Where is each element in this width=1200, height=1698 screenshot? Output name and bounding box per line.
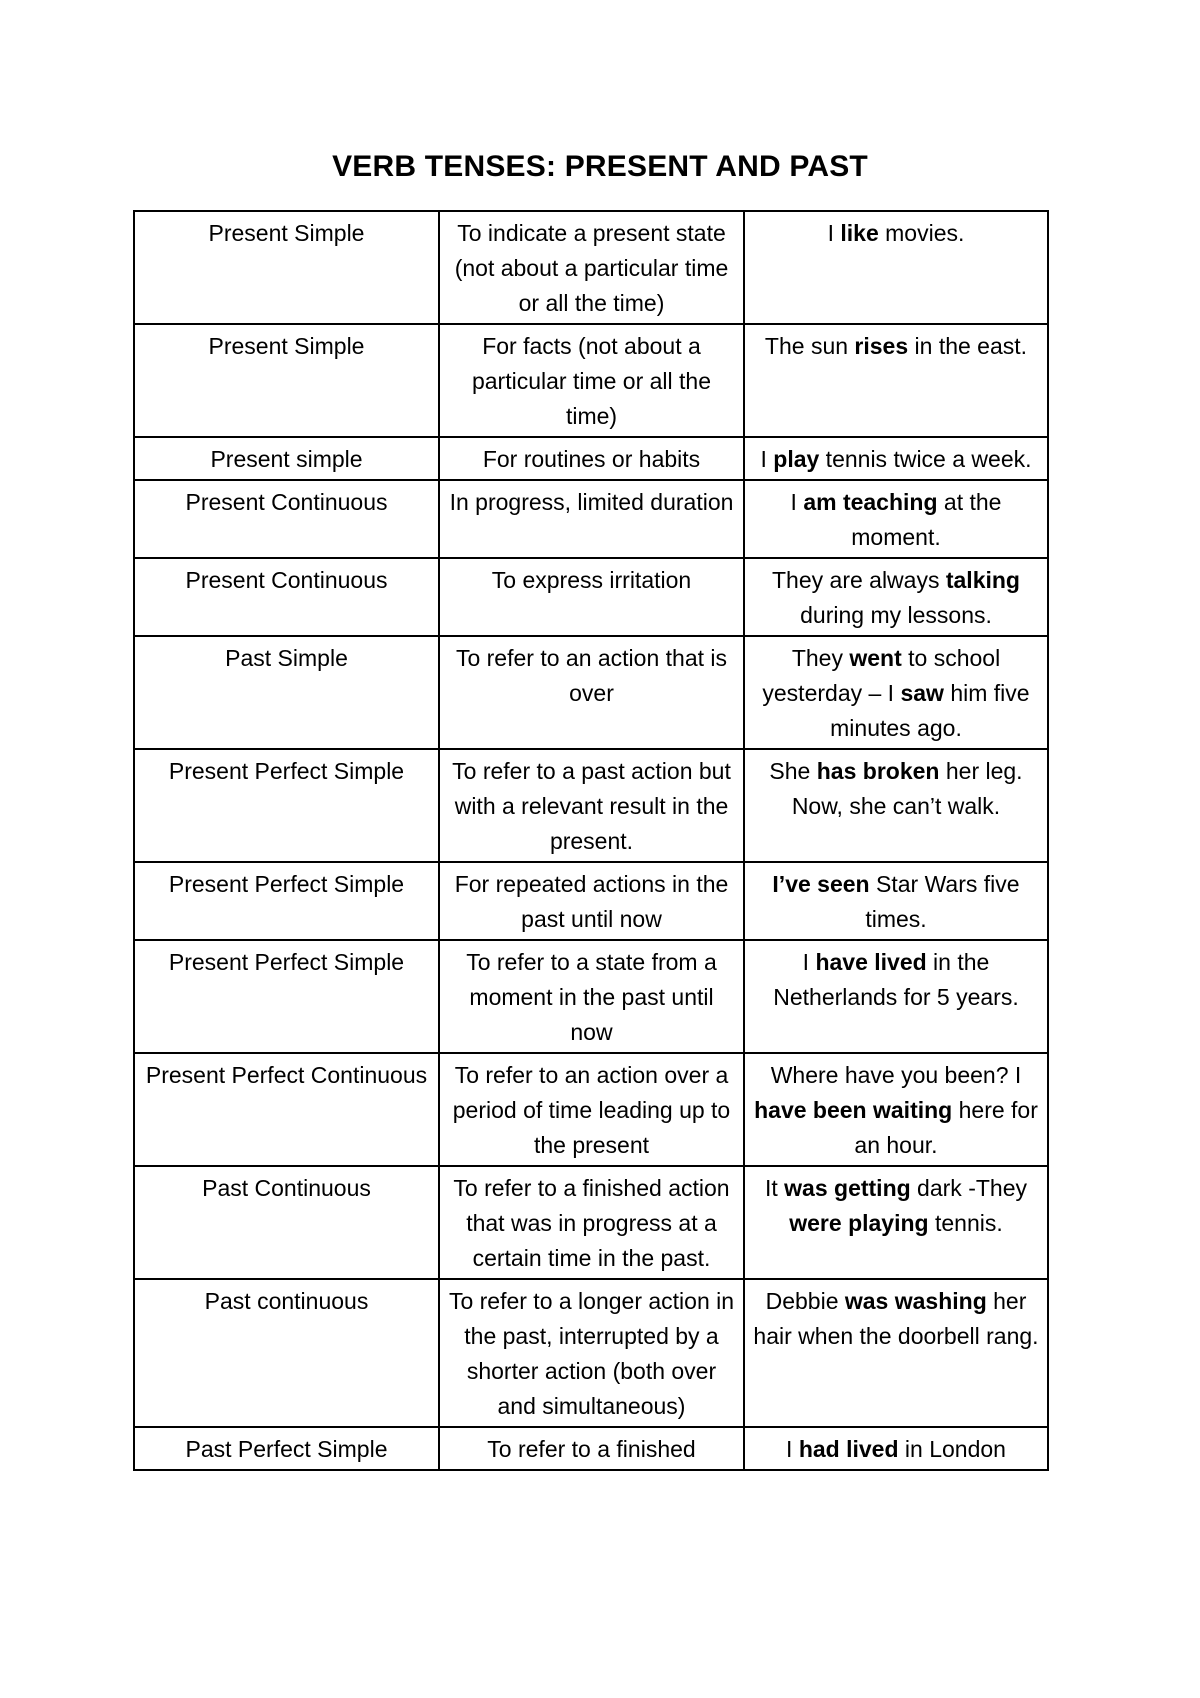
example-verb-bold: went: [849, 645, 902, 671]
example-cell: [744, 940, 1048, 1053]
example-text: her leg. Now, she can’t walk.: [791, 758, 1023, 819]
usage-cell: In progress, limited duration: [439, 480, 744, 558]
example-text: at the moment.: [851, 489, 1002, 550]
example-cell: [744, 324, 1048, 437]
example-verb-bold: were playing: [789, 1210, 929, 1236]
table-row: [134, 558, 1048, 636]
usage-cell: To refer to a finished action that was in progress at a certain time in the past.: [439, 1166, 744, 1279]
table-row: [134, 636, 1048, 749]
tense-cell: Present Simple: [134, 324, 439, 437]
table-row: [134, 1279, 1048, 1427]
example-verb-bold: play: [773, 446, 820, 472]
example-cell: [744, 1053, 1048, 1166]
example-text: They: [791, 645, 850, 671]
example-cell: [744, 1166, 1048, 1279]
usage-cell: To express irritation: [439, 558, 744, 636]
usage-cell: For facts (not about a particular time or all the time): [439, 324, 744, 437]
example-text: him five minutes ago.: [830, 680, 1030, 741]
example-text: I: [786, 1436, 799, 1462]
usage-cell: For routines or habits: [439, 437, 744, 480]
table-row: [134, 749, 1048, 862]
tense-cell: Present Perfect Simple: [134, 862, 439, 940]
tense-cell: Present Perfect Simple: [134, 749, 439, 862]
example-text: I: [790, 489, 804, 515]
table-row: [134, 1053, 1048, 1166]
tense-cell: Present Perfect Continuous: [134, 1053, 439, 1166]
verb-tenses-table: [133, 210, 1049, 1471]
example-text: her hair when the doorbell rang.: [753, 1288, 1039, 1349]
example-text: She: [769, 758, 817, 784]
example-verb-bold: had lived: [798, 1436, 899, 1462]
example-cell: [744, 211, 1048, 324]
example-text: in the Netherlands for 5 years.: [773, 949, 1019, 1010]
example-text: dark -They: [910, 1175, 1027, 1201]
example-text: It: [764, 1175, 785, 1201]
example-text: in London: [898, 1436, 1006, 1462]
usage-cell: To refer to a longer action in the past, interrupted by a shorter action (both over and simultaneous): [439, 1279, 744, 1427]
table-row: [134, 480, 1048, 558]
example-cell: [744, 1427, 1048, 1470]
tense-cell: Past Simple: [134, 636, 439, 749]
usage-cell: To refer to an action that is over: [439, 636, 744, 749]
example-cell: [744, 558, 1048, 636]
tense-cell: Past Perfect Simple: [134, 1427, 439, 1470]
example-verb-bold: rises: [854, 333, 909, 359]
usage-cell: To indicate a present state (not about a particular time or all the time): [439, 211, 744, 324]
tense-cell: Past continuous: [134, 1279, 439, 1427]
example-text: Where have you been? I: [770, 1062, 1022, 1088]
example-cell: [744, 749, 1048, 862]
example-cell: [744, 862, 1048, 940]
example-text: in the east.: [908, 333, 1028, 359]
tense-cell: Present simple: [134, 437, 439, 480]
usage-cell: To refer to a state from a moment in the past until now: [439, 940, 744, 1053]
usage-cell: For repeated actions in the past until now: [439, 862, 744, 940]
example-text: here for an hour.: [854, 1097, 1038, 1158]
example-text: Star Wars five times.: [865, 871, 1020, 932]
table-row: [134, 1427, 1048, 1470]
table-row: [134, 324, 1048, 437]
example-verb-bold: have been waiting: [754, 1097, 953, 1123]
example-text: tennis.: [928, 1210, 1003, 1236]
tense-cell: Past Continuous: [134, 1166, 439, 1279]
table-row: [134, 940, 1048, 1053]
example-text: The sun: [764, 333, 855, 359]
example-cell: [744, 636, 1048, 749]
example-verb-bold: like: [840, 220, 879, 246]
example-text: movies.: [878, 220, 965, 246]
example-verb-bold: was washing: [844, 1288, 987, 1314]
example-text: Debbie: [765, 1288, 845, 1314]
tense-cell: Present Continuous: [134, 480, 439, 558]
example-text: tennis twice a week.: [819, 446, 1032, 472]
usage-cell: To refer to a past action but with a relevant result in the present.: [439, 749, 744, 862]
example-verb-bold: was getting: [784, 1175, 911, 1201]
table-row: [134, 211, 1048, 324]
usage-cell: To refer to a finished: [439, 1427, 744, 1470]
example-cell: [744, 437, 1048, 480]
page-title: VERB TENSES: PRESENT AND PAST: [332, 150, 868, 183]
example-text: I: [827, 220, 841, 246]
example-verb-bold: am teaching: [803, 489, 938, 515]
example-text: They are always: [772, 567, 946, 593]
example-text: I: [760, 446, 774, 472]
tense-cell: Present Perfect Simple: [134, 940, 439, 1053]
table-row: [134, 862, 1048, 940]
example-verb-bold: have lived: [815, 949, 927, 975]
example-cell: [744, 1279, 1048, 1427]
example-cell: [744, 480, 1048, 558]
tense-cell: Present Continuous: [134, 558, 439, 636]
usage-cell: To refer to an action over a period of time leading up to the present: [439, 1053, 744, 1166]
table-row: [134, 437, 1048, 480]
example-verb-bold: has broken: [816, 758, 940, 784]
table-row: [134, 1166, 1048, 1279]
example-text: I: [802, 949, 816, 975]
tense-cell: Present Simple: [134, 211, 439, 324]
table-body: [134, 211, 1048, 1470]
example-verb-bold: talking: [945, 567, 1020, 593]
example-verb-bold: saw: [900, 680, 944, 706]
example-text: to school yesterday – I: [762, 645, 1001, 706]
example-verb-bold: I’ve seen: [772, 871, 870, 897]
example-text: during my lessons.: [800, 602, 992, 628]
